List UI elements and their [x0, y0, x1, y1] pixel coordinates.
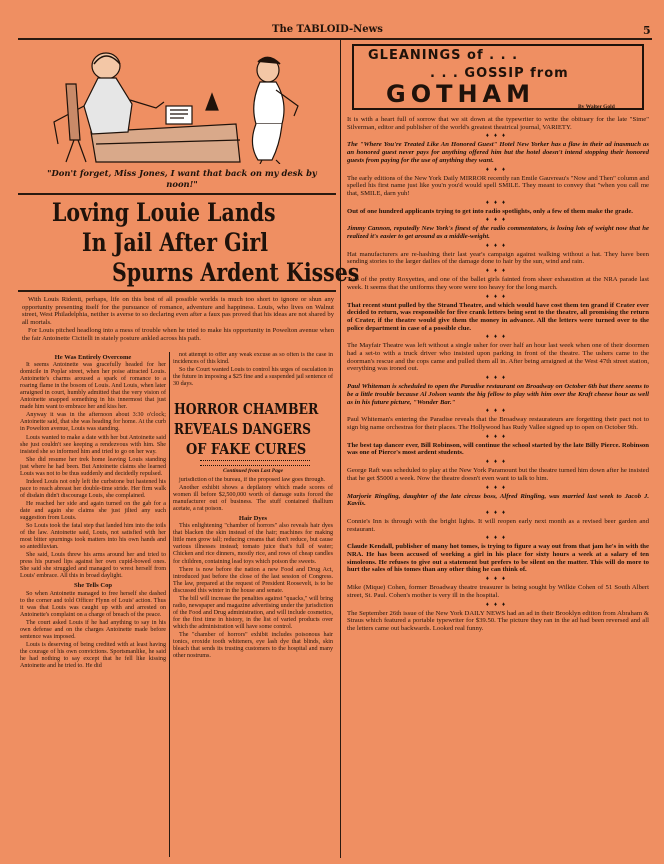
gossip-item: That recent stunt pulled by the Strand Theatre, and which would have cost them ten grand if Crater ever decided to return, was responsible for five crank letters being sent to the theatre, all promising the return of Crater, if the theatre would give them the money in advance. All the letters were turned over to the police department in case of a possible clue. — [347, 301, 649, 332]
paragraph: This enlightening "chamber of horrors" also reveals hair dyes that blacken the skin instead of the hair; machines for making little men grow tall; reducing creams that don't reduce, but cause various illnesses instead; tomato juice that's full of water; Chicken and rice dinners, mostly rice, and rows of cheap candles for children, containing lead toys which poison the sweets. — [173, 523, 333, 565]
gossip-title-3: GOTHAM — [386, 80, 536, 108]
paragraph: She said, Louis threw his arms around her and tried to press his pursed lips against her own cupid-bowed ones. She said she struggled and managed to wrest herself from Louis' embrace. All this in broad daylight. — [20, 552, 166, 580]
item-separator: ♦♦♦ — [485, 334, 511, 341]
gossip-item: Paul Whiteman's entering the Paradise reveals that the Broadway restaurateurs are forgetting their pact not to sign big name orchestras for their places. The Hollywood has Rudy Vallee signed up to open on October 9th. — [347, 416, 649, 431]
headline-line-3: Spurns Ardent Kisses — [112, 258, 360, 287]
item-separator: ♦♦♦ — [485, 459, 511, 466]
paragraph: Louis is deserving of being credited with at least having the courage of his own convictions. Sportsmanlike, he said he had nothing to say except that he fell like kissing Antoinette and he tried to. He did — [20, 641, 166, 669]
paragraph: She did resume her trek home leaving Louis standing just where he had been. But Antoinette claims she learned Louis was not to be thus suddenly and decidedly repulsed. — [20, 456, 166, 477]
horror-headline-3: OF FAKE CURES — [186, 440, 307, 458]
gossip-item: Paul Whiteman is scheduled to open the Paradise restaurant on Broadway on October 6th but there seems to be a little trouble because Al Jolson wants the big fellow to play with him over the Kraft cheese hour as well as in his future picture, "Wonder Bar." — [347, 383, 649, 406]
gossip-item: Jimmy Cannon, reputedly New York's finest of the radio commentators, is losing lots of weight now that he realized it's easier to get around as a middle-weight. — [347, 225, 649, 241]
item-separator: ♦♦♦ — [485, 217, 511, 224]
subhead: Hair Dyes — [238, 515, 268, 523]
gossip-item: Hat manufacturers are re-hashing their last year's campaign against walking without a hat. They have been sending stories to the larger dailies of the damage done to hair by the sun, wind and rain. — [347, 250, 649, 266]
gossip-item: Claude Kendall, publisher of many hot tomes, is trying to figure a way out from that jam he's in with the NRA. He has been accused of working a girl in his place for sixty hours a week at a salary of ten simoleons. He refuses to give out a statement but prefers to be silent on the matter. This will do more to hurt the sales of his tomes than any other thing he can think of. — [347, 543, 649, 574]
column-divider — [340, 40, 341, 858]
item-separator: ♦♦♦ — [485, 576, 511, 583]
paragraph: There is now before the nation a new Food and Drug Act, introduced just before the close of the last session of Congress. The law, prepared at the request of President Roosevelt, is to be discussed this winter in the house and senate. — [173, 566, 333, 594]
paragraph: Anyway it was in the afternoon about 3:30 o'clock; Antoinette said, that she was heading for home. At the curb in Powelton avenue, Louis was standing. — [20, 412, 166, 433]
paragraph: The "chamber of horrors" exhibit includes poisonous hair tonics, eroxide tooth whiteners, eye lash dye that blinds, skin bleach that sends its trusting customers to the hospital and many other nostrums. — [173, 631, 333, 660]
gossip-item: Mike (Mique) Cohen, former Broadway theatre treasurer is being sought by Wilkie Cohen of 51 South Albert street, St. Paul. Cohen's mother is very ill in the hospital. — [347, 584, 649, 599]
article-intro — [22, 296, 334, 350]
paragraph: not attempt to offer any weak excuse as so often is the case in incidences of this kind. — [173, 352, 333, 366]
item-separator: ♦♦♦ — [485, 408, 511, 415]
paragraph: So the Court wanted Louis to control his urges of osculation in the future in imposing a $25 fine and a suspended jail sentence of 30 days. — [173, 367, 333, 388]
byline: By Walter Gold — [578, 104, 615, 110]
item-separator: ♦♦♦ — [485, 484, 511, 491]
item-separator: ♦♦♦ — [485, 166, 511, 173]
item-separator: ♦♦♦ — [485, 242, 511, 249]
headline-line-2: In Jail After Girl — [82, 228, 269, 257]
gossip-title-2: . . . GOSSIP from — [430, 66, 569, 81]
gossip-item: The September 26th issue of the New York DAILY NEWS had an ad in their Brooklyn edition from Abraham & Straus which featured a portable typewriter for $39.50. The picture they ran in the ad had been reversed and all the letters came out backwards. Looked real funny. — [347, 609, 649, 632]
headline-line-1: Loving Louie Lands — [52, 198, 276, 227]
gossip-item: Marjorie Ringling, daughter of the late circus boss, Alfred Ringling, was married last week to Jacob J. Kaviis. — [347, 492, 649, 508]
horror-headline-1: HORROR CHAMBER — [174, 400, 319, 418]
item-separator: ♦♦♦ — [485, 535, 511, 542]
gossip-item: The early editions of the New York Daily MIRROR recently ran Emile Gauvreau's "Now and Then" column and spelled his first name just like you'n you'd would spell SMILE. They meant to convey that "when you call me that, SMILE, darn yuh! — [347, 174, 649, 197]
paragraph: He reached her side and again turned on the gab for a date and again she claims she just jilted any such suggestion from Louis. — [20, 500, 166, 522]
cartoon-illustration — [36, 44, 326, 164]
masthead: The TABLOID-News — [272, 24, 383, 35]
gossip-item: Two of the pretty Roxyettes, and one of the ballet girls fainted from sheer exhaustion at the NRA parade last week. It seems that the uniforms they wore were too heavy for the long march. — [347, 276, 649, 291]
paragraph: The bill will increase the penalties against "quacks," will bring radio, newspaper and magazine advertising under the jurisdiction of the Food and Drug administration, and will include cosmetics, for the first time in history, in the list of varied products over which the administration will have some control. — [173, 595, 333, 630]
paragraph: It seems Antoinette was gracefully headed for her domicile in Poplar street, when her poise attracted Louis. Antoinette's charms aroused a spark of romance to a roaring flame in the bosom of Louis. And Louis, when later arraigned in court, humbly admitted that the very vision of Antoinette snapped something in his innermost that just made him want to embrace her and kiss her. — [20, 362, 166, 411]
cartoon-caption: "Don't forget, Miss Jones, I want that back on my desk by noon!" — [47, 168, 317, 189]
paragraph: The court asked Louis if he had anything to say in his own defense and on the charges Antoinette made before sentence was imposed. — [20, 619, 166, 640]
horror-column — [173, 477, 333, 857]
header-rule — [18, 38, 652, 40]
paragraph: So when Antoinette managed to free herself she dashed to the corner and told Officer Flynn of Louis' action. Thus it was that Louis was caught up with and arrested on Antoinette's complaint on a charge of breach of the peace. — [20, 590, 166, 618]
article-column-2-top — [173, 352, 333, 396]
gossip-item: George Raft was scheduled to play at the New York Paramount but the theatre turned him down after he insisted that he get $5000 a week. Now the theatre doesn't even want to talk to him. — [347, 467, 649, 482]
item-separator: ♦♦♦ — [485, 293, 511, 300]
cartoon-rule — [18, 193, 336, 195]
paragraph: Indeed Louis not only left the curbstone but hastened his pace to reach abreast her double-time stride. Her firm walk of disdain didn't discourage Louis, she complained. — [20, 478, 166, 499]
gossip-item: Out of one hundred applicants trying to get into radio spotlights, only a few of them make the grade. — [347, 207, 633, 215]
paragraph: jurisdiction of the bureau, if the proposed law goes through. — [179, 477, 326, 483]
gossip-item: The Mayfair Theatre was left without a single usher for over half an hour last week when one of their doormen had a set-to with a truck driver who insisted upon parking in front of the theatre. The ushers came to the doorman's rescue and the cops came and pulled them all in. After being arraigned at the West 47th street station, everything was ironed out. — [347, 342, 649, 373]
item-separator: ♦♦♦ — [485, 268, 511, 275]
item-separator: ♦♦♦ — [485, 375, 511, 382]
item-separator: ♦♦♦ — [485, 601, 511, 608]
gossip-title-1: GLEANINGS of . . . — [368, 48, 519, 63]
paragraph: Louis wanted to make a date with her but Antoinette said she just couldn't see keeping a rendezvous with him. She insisted she so informed him and tried to go on her way. — [20, 434, 166, 455]
horror-headline-2: REVEALS DANGERS — [174, 420, 311, 438]
continued-note: Continued from Last Page — [222, 468, 284, 474]
inner-column-divider — [169, 352, 170, 857]
intro-paragraph: With Louis Ridenti, perhaps, life on this best of all possible worlds is much too short to ignore or shun any opportunity presenting itself for the pursuance of romance, adventure and happiness. Louis, who lives on Walnut street, West Philadelphia, neither is averse to so declaring even after a faux pas proved that his ideas are not shared by all mortals. — [22, 296, 334, 326]
intro-paragraph-2: For Louis pitched headlong into a mess of trouble when he tried to make his opportunity in Powelton avenue when the fair Antoinette Cicitelli in stately posture ankled across his path. — [22, 327, 334, 342]
page-number: 5 — [643, 24, 651, 37]
headline-rule — [18, 290, 336, 292]
article-column-1 — [20, 352, 166, 857]
gossip-item: Connie's Inn is through with the bright lights. It will reopen early next month as a revised beer garden and restaurant. — [347, 517, 649, 533]
item-separator: ♦♦♦ — [485, 509, 511, 516]
subhead: She Tells Cop — [73, 582, 113, 590]
gossip-column — [347, 116, 649, 858]
gossip-item: The best tap dancer ever, Bill Robinson, will continue the school started by the late Billy Pierce. Robinson was one of Pierce's most ardent students. — [347, 441, 649, 457]
ornament-rule — [200, 460, 310, 466]
paragraph: Another exhibit shows a depilatory which made scores of women ill before $2,500,000 worth of damage suits forced the manufacturer out of business. The stuff contained thallium acetate, a rat poison. — [173, 485, 333, 513]
gossip-item: It is with a heart full of sorrow that we sit down at the typewriter to write the obituary for the late "Sime" Silverman, editor and publisher of the world's greatest theatrical journal, VARIETY. — [347, 116, 649, 131]
item-separator: ♦♦♦ — [485, 133, 511, 140]
paragraph: So Louis took the fatal step that landed him into the toils of the law. Antoinette said, Louis, not satisfied with her most bitter spurnings took matters into his own hands and so antediluvian. — [20, 523, 166, 551]
item-separator: ♦♦♦ — [485, 433, 511, 440]
subhead: He Was Entirely Overcome — [54, 354, 132, 361]
item-separator: ♦♦♦ — [485, 199, 511, 206]
gossip-item: The "Where You're Treated Like An Honored Guest" Hotel New Yorker has a flaw in their ad inasmuch as an honored guest never pays for anything offered him but the hotel doesn't intend stopping their honored guests from paying for the use of anything they want. — [347, 141, 649, 164]
